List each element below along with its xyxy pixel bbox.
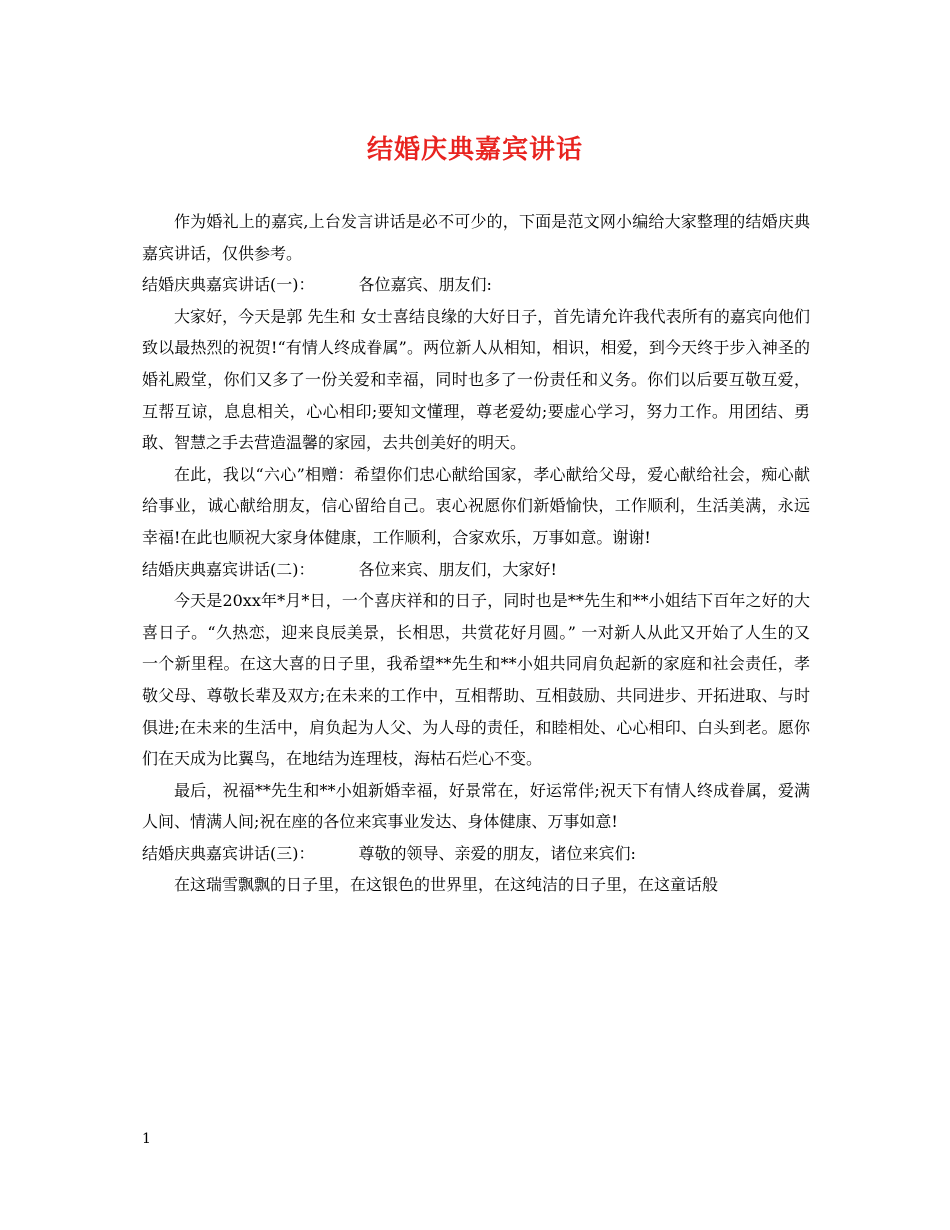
document-title: 结婚庆典嘉宾讲话 bbox=[366, 135, 583, 165]
body-paragraph: 在这瑞雪飘飘的日子里，在这银色的世界里，在这纯洁的日子里，在这童话般 bbox=[174, 875, 719, 895]
body-paragraph: 大家好，今天是郭 先生和 女士喜结良缘的大好日子，首先请允许我代表所有的嘉宾向他们致以最热烈的祝贺!“有情人终成眷属”。两位新人从相知，相识，相爱，到今天终于步入神圣的婚礼殿堂，你们又多了一份关爱和幸福，同时也多了一份责任和义务。你们以后要互敬互爱，互帮互谅，息息相关，心心相印;要知文懂理，尊老爱幼;要虚心学习，努力工作。用团结、勇敢、智慧之手去营造温馨的家园，去共创美好的明天。 bbox=[142, 306, 810, 453]
section-heading-3 bbox=[142, 838, 810, 870]
section-heading-1 bbox=[142, 269, 810, 301]
body-paragraph: 今天是20xx年*月*日，一个喜庆祥和的日子，同时也是**先生和**小姐结下百年之好的大喜日子。“久热恋，迎来良辰美景，长相思，共赏花好月圆。” 一对新人从此又开始了人生的又一个新里程。在这大喜的日子里，我希望**先生和**小姐共同肩负起新的家庭和社会责任，孝敬父母、尊敬长辈及双方;在未来的工作中，互相帮助、互相鼓励、共同进步、开拓进取、与时俱进;在未来的生活中，肩负起为人父、为人母的责任，和睦相处、心心相印、白头到老。愿你们在天成为比翼鸟，在地结为连理枝，海枯石烂心不变。 bbox=[142, 591, 810, 769]
section-greeting: 各位来宾、朋友们，大家好! bbox=[358, 559, 557, 579]
section-greeting: 各位嘉宾、朋友们: bbox=[358, 275, 492, 295]
body-paragraph: 在此，我以“六心”相赠：希望你们忠心献给国家，孝心献给父母，爱心献给社会，痴心献给事业，诚心献给朋友，信心留给自己。衷心祝愿你们新婚愉快，工作顺利，生活美满，永远幸福!在此也顺祝大家身体健康，工作顺利，合家欢乐，万事如意。谢谢! bbox=[142, 464, 810, 547]
section-title: 结婚庆典嘉宾讲话(二)： bbox=[142, 559, 315, 579]
section-title: 结婚庆典嘉宾讲话(三)： bbox=[142, 843, 315, 863]
page-number: 1 bbox=[142, 1131, 151, 1147]
document-body bbox=[142, 206, 810, 901]
section-greeting: 尊敬的领导、亲爱的朋友，诸位来宾们: bbox=[358, 843, 636, 863]
intro-paragraph: 作为婚礼上的嘉宾,上台发言讲话是必不可少的，下面是范文网小编给大家整理的结婚庆典嘉宾讲话，仅供参考。 bbox=[142, 212, 810, 263]
section-heading-2 bbox=[142, 554, 810, 586]
section-title: 结婚庆典嘉宾讲话(一)： bbox=[142, 275, 315, 295]
body-paragraph: 最后，祝福**先生和**小姐新婚幸福，好景常在，好运常伴;祝天下有情人终成眷属，爱满人间、情满人间;祝在座的各位来宾事业发达、身体健康、万事如意! bbox=[142, 780, 810, 832]
